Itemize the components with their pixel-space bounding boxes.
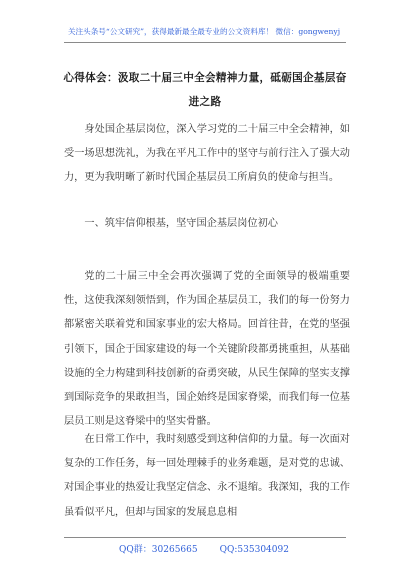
document-title: 心得体会：汲取二十届三中全会精神力量，砥砺国企基层奋进之路	[63, 72, 347, 108]
paragraph-body: 党的二十届三中全会再次强调了党的全面领导的极端重要性，这使我深刻领悟到，作为国企基层员工，我们的每一份努力都紧密关联着党和国家事业的宏大格局。回首往昔，在党的坚强引领下，国企于国家建设的每一个关键阶段都勇挑重担，从基础设施的全力构建到科技创新的奋勇突破，从民生保障的坚实支撑到国际竞争的果敢担当，国企始终是国家脊梁，而我们每一位基层员工则是这脊梁中的坚实骨骼。	[64, 271, 350, 428]
header-divider	[64, 42, 346, 43]
header-banner: 关注头条号“公文研究”，获得最新最全最专业的公文资料库！ 微信：gongwenyj	[67, 27, 341, 36]
footer-qq: QQ:535304092	[219, 545, 289, 555]
paragraph-body-continued: 在日常工作中，我时刻感受到这种信仰的力量。每一次面对复杂的工作任务，每一回处理棘手的业务难题，是对党的忠诚、对国企事业的热爱让我坚定信念、永不退缩。我深知，我的工作虽看似平凡，但却与国家的发展息息相	[64, 434, 350, 518]
footer-qq-group: QQ群：30265665	[119, 545, 198, 555]
section-heading: 一、筑牢信仰根基，坚守国企基层岗位初心	[84, 218, 278, 229]
paragraph-intro: 身处国企基层岗位，深入学习党的二十届三中全会精神，如受一场思想洗礼，为我在平凡工作中的坚守与前行注入了强大动力，更为我明晰了新时代国企基层员工所肩负的使命与担当。	[64, 124, 350, 184]
footer-divider	[64, 537, 346, 538]
footer-contact	[0, 542, 408, 555]
